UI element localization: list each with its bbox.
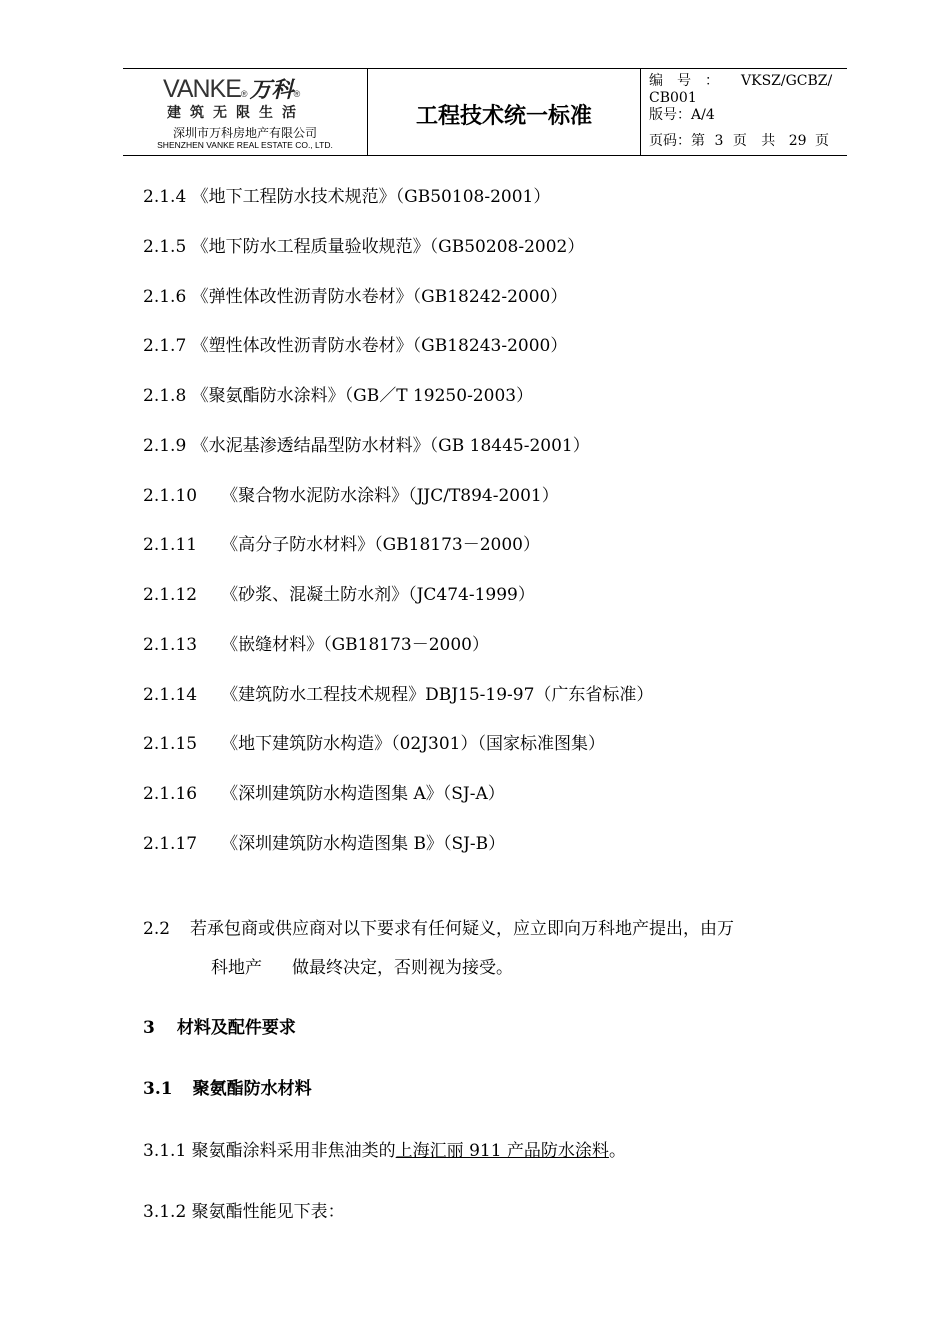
title-block [368,69,641,155]
doc-code-label: 编号： [649,73,733,89]
page-number-row [649,133,829,150]
logo-slogan: 建筑无限生活 [167,105,305,121]
document-header [123,68,847,156]
list-item: 2.1.17 《深圳建筑防水构造图集 B》（SJ-B） [143,834,506,854]
logo-registered-mark-2: ® [293,89,301,99]
subsection-heading: 3.1 聚氨酯防水材料 [143,1079,312,1099]
logo-registered-mark: ® [240,89,248,99]
list-item: 2.1.6 《弹性体改性沥青防水卷材》（GB18242-2000） [143,287,568,307]
list-item: 2.1.9 《水泥基渗透结晶型防水材料》（GB 18445-2001） [143,436,590,456]
list-item: 2.1.8 《聚氨酯防水涂料》（GB／T 19250-2003） [143,386,534,406]
list-item: 2.1.4 《地下工程防水技术规范》（GB50108-2001） [143,187,551,207]
product-name-underlined: 上海汇丽 911 产品防水涂料 [395,1141,609,1161]
paragraph-3-1-2: 3.1.2 聚氨酯性能见下表： [143,1202,345,1222]
paragraph-3-1-1: 3.1.1 聚氨酯涂料采用非焦油类的上海汇丽 911 产品防水涂料。 [143,1141,626,1161]
page-label: 页码：第 [649,133,705,149]
doc-version: 版号：A/4 [649,107,715,123]
clause-2-2-line1: 2.2 若承包商或供应商对以下要求有任何疑义，应立即向万科地产提出，由万 [143,919,735,939]
company-name-en: SHENZHEN VANKE REAL ESTATE CO., LTD. [157,140,333,150]
list-item: 2.1.11 《高分子防水材料》（GB18173－2000） [143,535,540,555]
list-item: 2.1.14 《建筑防水工程技术规程》DBJ15-19-97（广东省标准） [143,685,654,705]
list-item: 2.1.7 《塑性体改性沥青防水卷材》（GB18243-2000） [143,336,568,356]
vanke-logo [163,73,300,104]
logo-english: VANKE [163,75,241,103]
section-heading: 3 材料及配件要求 [143,1018,296,1038]
doc-code-value-cont: CB001 [649,90,697,106]
list-item: 2.1.13 《嵌缝材料》（GB18173－2000） [143,635,489,655]
list-item: 2.1.10 《聚合物水泥防水涂料》（JJC/T894-2001） [143,486,559,506]
page-current: 3 [714,133,724,149]
company-name-cn: 深圳市万科房地产有限公司 [172,126,317,140]
list-item: 2.1.5 《地下防水工程质量验收规范》（GB50208-2002） [143,237,585,257]
company-logo-block [123,69,368,155]
logo-chinese: 万科 [249,78,294,103]
meta-block [641,69,847,155]
clause-2-2-line2: 科地产 做最终决定，否则视为接受。 [211,958,513,978]
page-mid: 页 共 [732,133,781,149]
list-item: 2.1.15 《地下建筑防水构造》（02J301）（国家标准图集） [143,734,605,754]
doc-code-value: VKSZ/GCBZ/ [741,73,833,89]
list-item: 2.1.12 《砂浆、混凝土防水剂》（JC474-1999） [143,585,535,605]
page-end: 页 [815,133,830,149]
doc-code-row [649,73,843,90]
document-title: 工程技术统一标准 [415,104,592,129]
list-item: 2.1.16 《深圳建筑防水构造图集 A》（SJ-A） [143,784,505,804]
page-total: 29 [788,133,807,149]
